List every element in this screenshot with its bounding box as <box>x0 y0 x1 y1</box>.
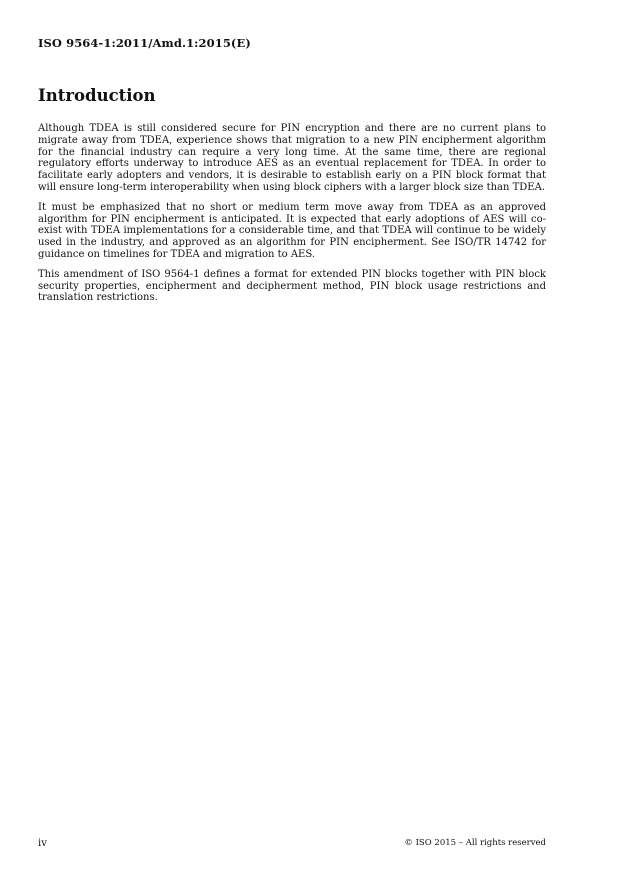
introduction-body <box>38 123 546 312</box>
paragraph-2: It must be emphasized that no short or medium term move away from TDEA as an approved algorithm for PIN encipherment is anticipated. It is expected that early adoptions of AES will co-exist with TDEA implementations for a considerable time, and that TDEA will continue to be widely used in the industry, and approved as an algorithm for PIN encipherment. See ISO/TR 14742 for guidance on timelines for TDEA and migration to AES. <box>38 201 546 260</box>
paragraph-3: This amendment of ISO 9564-1 defines a format for extended PIN blocks together with PIN block security properties, encipherment and decipherment method, PIN block usage restrictions and translation restrictions. <box>38 268 546 304</box>
section-title: Introduction <box>38 86 156 105</box>
copyright-notice: © ISO 2015 – All rights reserved <box>404 838 546 848</box>
document-id-header: ISO 9564-1:2011/Amd.1:2015(E) <box>38 36 251 50</box>
page-number: iv <box>38 838 47 849</box>
paragraph-1: Although TDEA is still considered secure for PIN encryption and there are no current plans to migrate away from TDEA, experience shows that migration to a new PIN encipherment algorithm for the financial industry can require a very long time. At the same time, there are regional regulatory efforts underway to introduce AES as an eventual replacement for TDEA. In order to facilitate early adopters and vendors, it is desirable to establish early on a PIN block format that will ensure long-term interoperability when using block ciphers with a larger block size than TDEA. <box>38 123 546 193</box>
